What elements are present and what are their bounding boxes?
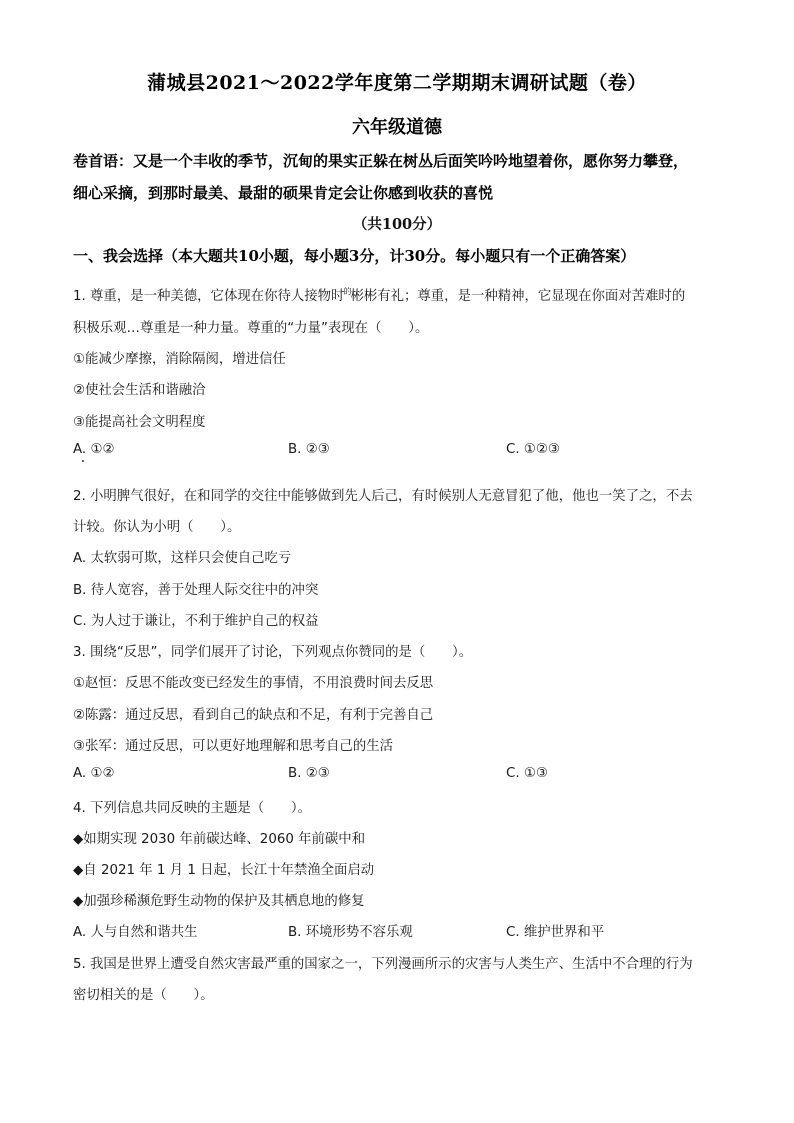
- q2-stem-line-1: 2. 小明脾气很好，在和同学的交往中能够做到先人后己，有时候别人无意冒犯了他，他也一笑了之，不去: [73, 489, 693, 504]
- q4-stem: 4. 下列信息共同反映的主题是（ ）。: [73, 801, 311, 816]
- q3-option-b: B. ②③: [288, 766, 330, 781]
- q2-option-a: A. 太软弱可欺，这样只会使自己吃亏: [73, 551, 292, 566]
- q1-option-c: C. ①②③: [506, 442, 560, 457]
- q1-stem-part-a: 1. 尊重，是一种美德，它体现在你待人接物时: [73, 289, 345, 304]
- q2-option-b: B. 待人宽容，善于处理人际交往中的冲突: [73, 583, 319, 598]
- q1-option-b: B. ②③: [288, 442, 330, 457]
- section-1-heading: 一、我会选择（本大题共10小题，每小题3分，计30分。每小题只有一个正确答案）: [73, 247, 636, 265]
- q5-stem-line-2: 密切相关的是（ ）。: [73, 988, 214, 1003]
- q5-stem-line-1: 5. 我国是世界上遭受自然灾害最严重的国家之一，下列漫画所示的灾害与人类生产、生活中不合理的行为: [73, 957, 693, 972]
- q1-item-2: ②使社会生活和谐融洽: [73, 383, 206, 398]
- q1-item-1: ①能减少摩擦，消除隔阂，增进信任: [73, 352, 286, 367]
- q1-item-3: ③能提高社会文明程度: [73, 415, 206, 430]
- q1-stem-line-2: 积极乐观…尊重是一种力量。尊重的“力量”表现在（ ）。: [73, 321, 429, 336]
- q4-option-b: B. 环境形势不容乐观: [288, 925, 413, 940]
- q2-stem-line-2: 计较。你认为小明（ ）。: [73, 520, 241, 535]
- q4-item-2: ◆自 2021 年 1 月 1 日起，长江十年禁渔全面启动: [73, 863, 375, 878]
- preface-line-2: 细心采摘，到那时最美、最甜的硕果肯定会让你感到收获的喜悦: [73, 184, 494, 202]
- q1-stem-line-1: [73, 285, 733, 304]
- q2-option-c: C. 为人过于谦让，不利于维护自己的权益: [73, 614, 319, 629]
- exam-title: 蒲城县2021～2022学年度第二学期期末调研试题（卷）: [147, 72, 647, 94]
- exam-subject: 六年级道德: [352, 117, 442, 138]
- q4-option-a: A. 人与自然和谐共生: [73, 925, 198, 940]
- q3-item-3: ③张军：通过反思，可以更好地理解和思考自己的生活: [73, 739, 393, 754]
- scan-speck: [82, 460, 84, 462]
- q3-item-2: ②陈露：通过反思，看到自己的缺点和不足，有利于完善自己: [73, 708, 434, 723]
- q4-option-c: C. 维护世界和平: [506, 925, 605, 940]
- q4-item-1: ◆如期实现 2030 年前碳达峰、2060 年前碳中和: [73, 832, 366, 847]
- q4-item-3: ◆加强珍稀濒危野生动物的保护及其栖息地的修复: [73, 894, 365, 909]
- total-score: （共100分）: [352, 216, 442, 233]
- q1-stem-part-b: 彬彬有礼；尊重，是一种精神，它显现在你面对苦难时的: [350, 289, 686, 304]
- q3-item-1: ①赵恒：反思不能改变已经发生的事情，不用浪费时间去反思: [73, 676, 434, 691]
- q3-option-c: C. ①③: [506, 766, 548, 781]
- preface-line-1: 卷首语：又是一个丰收的季节，沉甸的果实正躲在树丛后面笑吟吟地望着你，愿你努力攀登，: [73, 152, 689, 170]
- q1-stem-superscript: 的: [343, 287, 352, 296]
- q3-stem: 3. 围绕“反思”，同学们展开了讨论，下列观点你赞同的是（ ）。: [73, 645, 473, 660]
- q3-option-a: A. ①②: [73, 766, 115, 781]
- q1-option-a: A. ①②: [73, 442, 115, 457]
